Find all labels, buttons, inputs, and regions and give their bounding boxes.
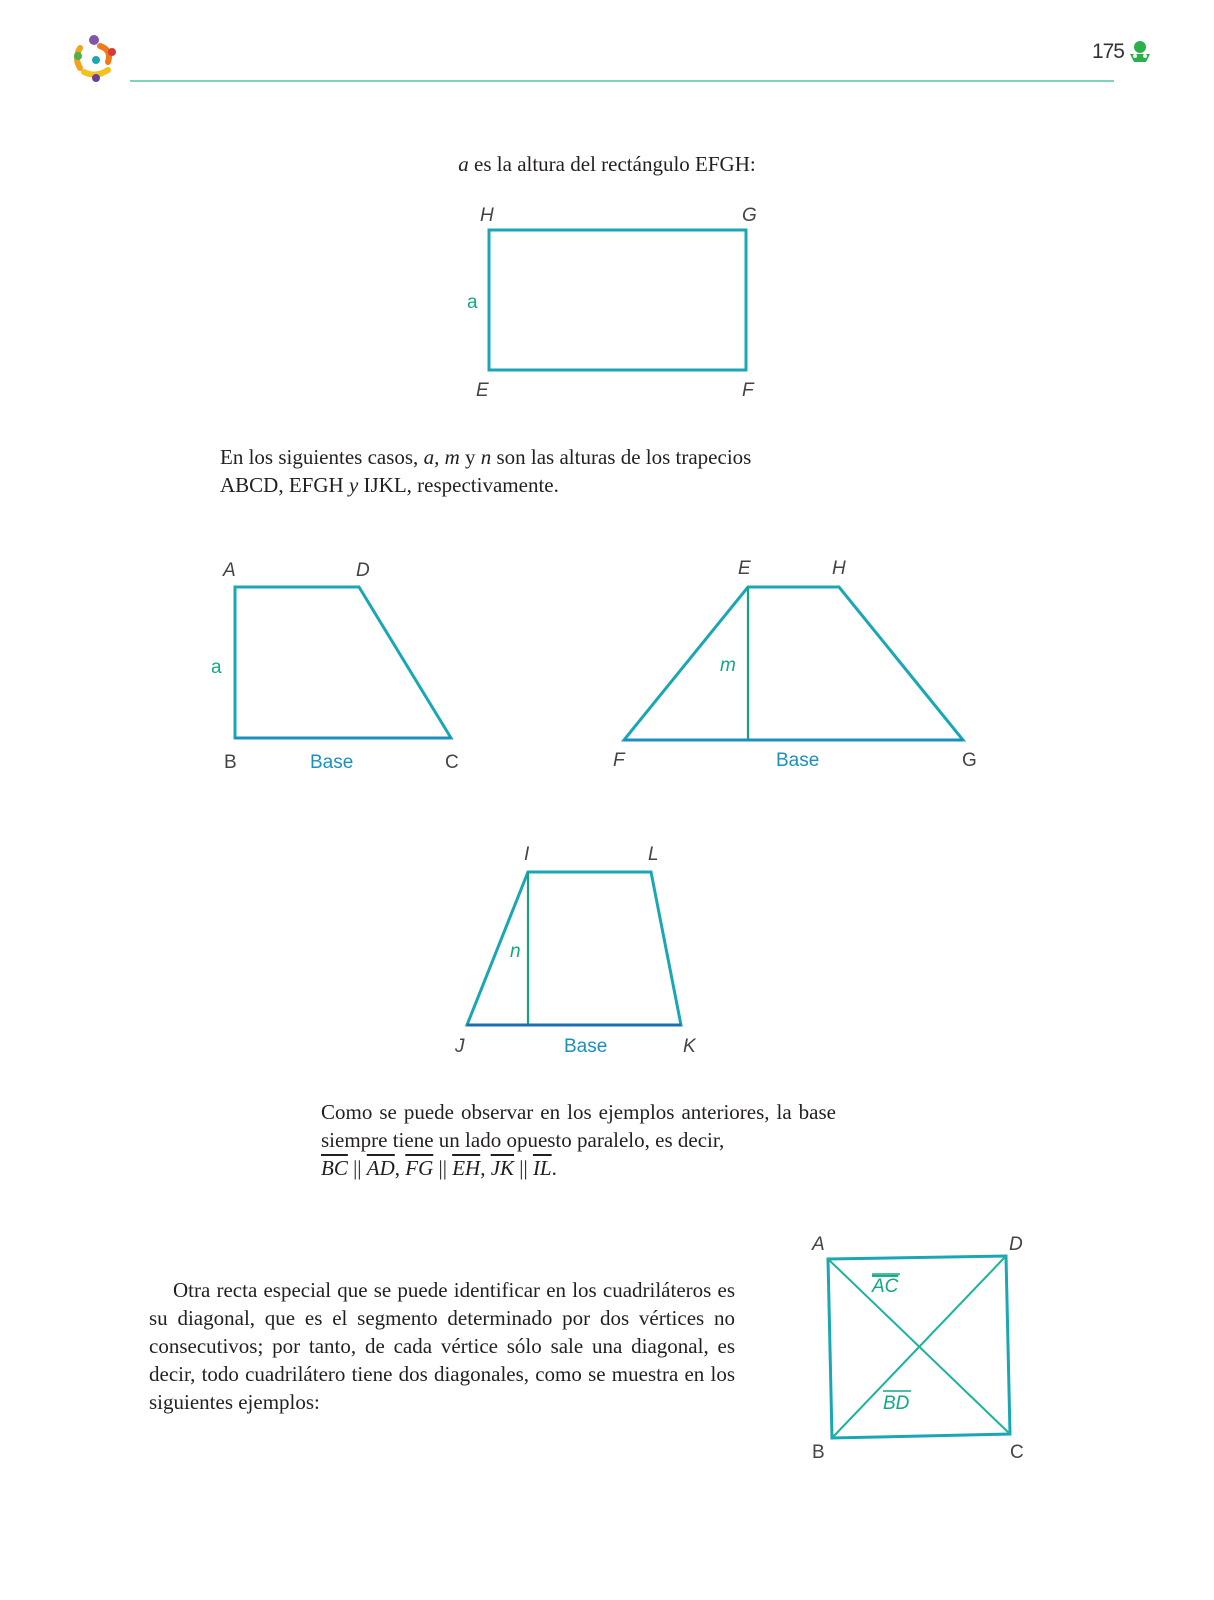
separator: , (394, 1156, 406, 1180)
height-label: a (467, 292, 478, 313)
height-label: a (211, 657, 222, 678)
vertex-c: C (445, 752, 459, 773)
vertex-e: E (738, 558, 751, 579)
segment-eh: $\overline{EH}$ (452, 1156, 481, 1180)
vertex-j: J (455, 1036, 465, 1057)
heights-text-1: En los siguientes casos, (220, 445, 424, 469)
parallel-symbol: || (514, 1156, 533, 1180)
segment-il: $\overline{IL}$ (532, 1156, 552, 1180)
vertex-g: G (742, 205, 757, 226)
parallel-text: Como se puede observar en los ejemplos anteriores, la base siempre tiene un lado opuesto paralelo, es decir, (321, 1100, 836, 1152)
heights-text-2: y (459, 445, 481, 469)
rectangle-shape (489, 230, 746, 370)
vertex-b: B (812, 1442, 825, 1463)
rectangle-caption-var: a (458, 152, 469, 176)
vertex-f: F (742, 380, 754, 401)
vertex-l: L (648, 844, 659, 865)
vertex-c: C (1010, 1442, 1024, 1463)
base-label: Base (310, 752, 354, 773)
rectangle-efgh (467, 205, 757, 401)
heights-text-3: son las alturas de los trapecios (491, 445, 752, 469)
height-label: m (720, 655, 736, 676)
heights-vars: a, m (423, 445, 460, 469)
heights-text-y: y (348, 473, 359, 497)
trapezoid-efgh-outline (624, 587, 963, 740)
diagonal-paragraph: Otra recta especial que se puede identificar en los cuadriláteros es su diagonal, que es el segmento determinado por dos vértices no consecutivos; por tanto, de cada vértice sólo sale una diagonal, es decir, todo cuadrilátero tiene dos diagonales, como se muestra en los siguientes ejemplos: (149, 1278, 735, 1414)
parallel-symbol: || (347, 1156, 367, 1180)
trapezoid-efgh (613, 558, 977, 771)
segment-ad: $\overline{AD}$ (366, 1156, 395, 1180)
vertex-k: K (683, 1036, 696, 1057)
vertex-a: A (223, 560, 236, 581)
heights-var-n: n (480, 445, 492, 469)
vertex-d: D (1009, 1234, 1023, 1255)
vertex-a: A (812, 1234, 825, 1255)
vertex-g: G (962, 750, 977, 771)
trapezoid-ijkl (454, 844, 697, 1057)
vertex-h: H (480, 205, 494, 226)
base-label: Base (776, 750, 820, 771)
trapezoid-abcd-outline (235, 587, 451, 738)
separator: , (480, 1156, 491, 1180)
period: . (551, 1156, 557, 1180)
diagonal-ac-label: AC (872, 1276, 899, 1297)
vertex-i: I (524, 844, 530, 865)
trapezoid-abcd (211, 560, 459, 773)
height-label: n (510, 941, 521, 962)
diagonal-bd (832, 1256, 1006, 1438)
base-label: Base (564, 1036, 608, 1057)
vertex-e: E (476, 380, 489, 401)
rectangle-caption-text: es la altura del rectángulo EFGH: (468, 152, 756, 176)
vertex-h: H (832, 558, 846, 579)
vertex-b: B (224, 752, 237, 773)
trapezoid-ijkl-outline (467, 872, 681, 1025)
page-number: 175 (1091, 40, 1124, 63)
heights-text-4: ABCD, EFGH (220, 473, 349, 497)
vertex-f: F (613, 750, 625, 771)
segment-bc: $\overline{BC}$ (321, 1156, 348, 1180)
segment-fg: $\overline{FG}$ (405, 1156, 434, 1180)
parallel-symbol: || (433, 1156, 453, 1180)
quadrilateral-diagonals (811, 1234, 1024, 1463)
heights-text-5: IJKL, respectivamente. (358, 473, 559, 497)
diagonal-bd-label: BD (883, 1393, 910, 1414)
vertex-d: D (356, 560, 370, 581)
segment-jk: $\overline{JK}$ (490, 1156, 515, 1180)
